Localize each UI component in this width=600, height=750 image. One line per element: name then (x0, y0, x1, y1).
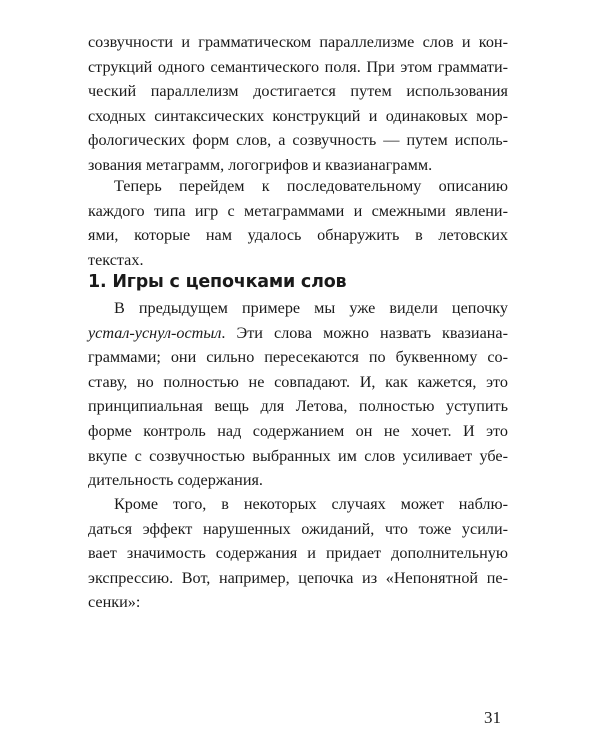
text-line: дительность содержания. (88, 471, 263, 490)
text-line: созвучности и грамматическом параллелизме слов и кон- (88, 33, 508, 51)
text-line: вает значимость содержания и придает дополнительную (88, 544, 508, 563)
text-line (88, 321, 508, 346)
text-line: ями, которые нам удалось обнаружить в летовских (88, 226, 508, 245)
paragraph-4 (88, 492, 508, 615)
text-line: ставу, но полностью не совпадают. И, как кажется, это (88, 372, 508, 391)
page-number: 31 (484, 708, 501, 727)
paragraph-3 (88, 296, 508, 493)
paragraph-2 (88, 174, 508, 272)
section-heading: 1. Игры с цепочками слов (88, 272, 347, 292)
text-line: форме контроль над содержанием он не хочет. И это (88, 421, 508, 440)
text-line: экспрессию. Вот, например, цепочка из «Непонятной пе- (88, 568, 508, 587)
text-line: каждого типа игр с метаграммами и смежными явлени- (88, 201, 508, 220)
text-line: вкупе с созвучностью выбранных им слов усиливает убе- (88, 446, 508, 465)
text-line: В предыдущем примере мы уже видели цепочку (114, 299, 508, 317)
italic-word-chain: устал-уснул-остыл (88, 323, 222, 342)
paragraph-1 (88, 30, 508, 178)
text-line: сходных синтаксических конструкций и одинаковых мор- (88, 106, 508, 125)
text-line: струкций одного семантического поля. При этом граммати- (88, 57, 508, 76)
text-line: Кроме того, в некоторых случаях может наблю- (114, 495, 508, 513)
text-line: Теперь перейдем к последовательному описанию (114, 177, 508, 195)
text-line: даться эффект нарушенных ожиданий, что тоже усили- (88, 519, 508, 538)
text-line: текстах. (88, 250, 144, 269)
text-line: принципиальная вещь для Летова, полностью уступить (88, 397, 508, 416)
text-line: фологических форм слов, а созвучность — путем исполь- (88, 131, 508, 150)
text-line: сенки»: (88, 593, 141, 612)
text-line: ческий параллелизм достигается путем использования (88, 82, 508, 101)
text-line: граммами; они сильно пересекаются по буквенному со- (88, 348, 508, 367)
text-fragment: . Эти слова можно назвать квазиана- (221, 323, 508, 342)
text-line: зования метаграмм, логогрифов и квазианаграмм. (88, 155, 433, 174)
